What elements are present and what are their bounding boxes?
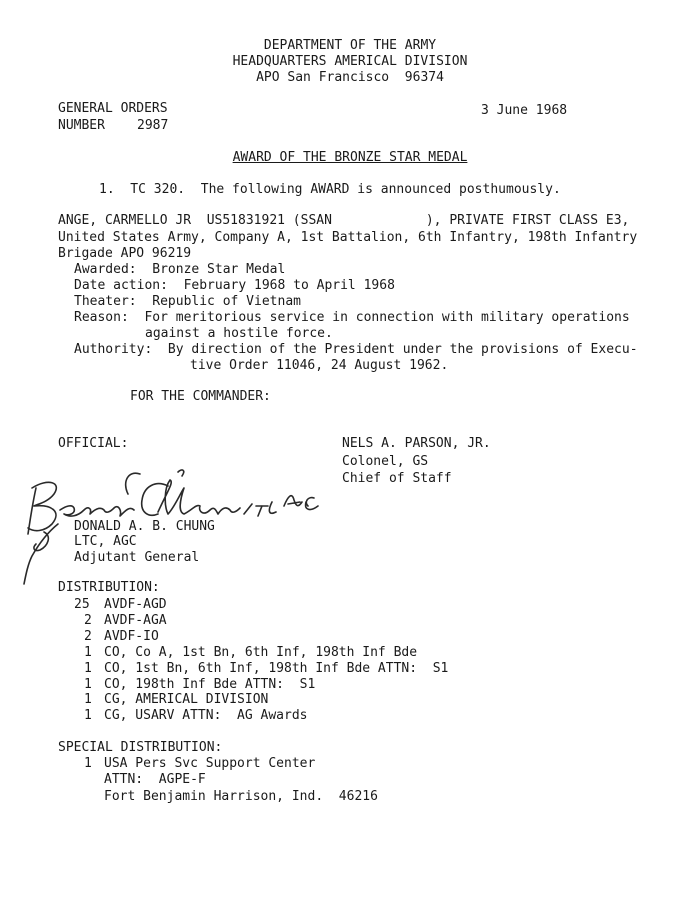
- distribution-item: CG, USARV ATTN: AG Awards: [104, 708, 308, 723]
- distribution-count: 1: [84, 708, 92, 723]
- header-department: DEPARTMENT OF THE ARMY: [263, 38, 437, 53]
- official-label: OFFICIAL:: [58, 436, 129, 451]
- distribution-item: AVDF-AGA: [104, 613, 167, 628]
- distribution-item: CO, Co A, 1st Bn, 6th Inf, 198th Inf Bde: [104, 645, 418, 660]
- signer-rank: Colonel, GS: [342, 454, 429, 469]
- document-title: AWARD OF THE BRONZE STAR MEDAL: [232, 150, 468, 165]
- header-apo: APO San Francisco 96374: [256, 70, 444, 85]
- theater-line: Theater: Republic of Vietnam: [74, 294, 301, 309]
- distribution-count: 2: [84, 613, 92, 628]
- distribution-label: DISTRIBUTION:: [58, 580, 160, 595]
- header-headquarters: HEADQUARTERS AMERICAL DIVISION: [232, 54, 468, 69]
- authority-line-1: Authority: By direction of the President under the provisions of Execu-: [74, 342, 638, 357]
- reason-line-1: Reason: For meritorious service in connection with military operations: [74, 310, 630, 325]
- authority-line-2: tive Order 11046, 24 August 1962.: [190, 358, 449, 373]
- recipient-line-2: United States Army, Company A, 1st Battalion, 6th Infantry, 198th Infantry: [58, 230, 638, 245]
- number-label: NUMBER: [58, 118, 105, 133]
- distribution-item: AVDF-IO: [104, 629, 159, 644]
- distribution-count: 1: [84, 661, 92, 676]
- distribution-item: CO, 198th Inf Bde ATTN: S1: [104, 677, 316, 692]
- distribution-item: AVDF-AGD: [104, 597, 167, 612]
- distribution-count: 1: [84, 677, 92, 692]
- order-number: 2987: [137, 118, 169, 133]
- distribution-count: 1: [84, 692, 92, 707]
- distribution-count: 1: [84, 645, 92, 660]
- signer-name: NELS A. PARSON, JR.: [342, 436, 491, 451]
- recipient-line-3: Brigade APO 96219: [58, 246, 192, 261]
- special-distribution-count: 1: [84, 756, 92, 771]
- special-distribution-line-3: Fort Benjamin Harrison, Ind. 46216: [104, 789, 378, 804]
- distribution-count: 25: [74, 597, 90, 612]
- awarded-line: Awarded: Bronze Star Medal: [74, 262, 286, 277]
- for-the-commander: FOR THE COMMANDER:: [130, 389, 271, 404]
- general-orders-label: GENERAL ORDERS: [58, 101, 168, 116]
- special-distribution-label: SPECIAL DISTRIBUTION:: [58, 740, 223, 755]
- date-action-line: Date action: February 1968 to April 1968: [74, 278, 395, 293]
- official-signer-title: Adjutant General: [74, 550, 200, 565]
- paragraph-1: 1. TC 320. The following AWARD is announced posthumously.: [99, 182, 561, 197]
- recipient-line-1: ANGE, CARMELLO JR US51831921 (SSAN ), PRIVATE FIRST CLASS E3,: [58, 213, 630, 228]
- reason-line-2: against a hostile force.: [145, 326, 333, 341]
- distribution-item: CO, 1st Bn, 6th Inf, 198th Inf Bde ATTN: S1: [104, 661, 449, 676]
- special-distribution-line-1: USA Pers Svc Support Center: [104, 756, 316, 771]
- order-date: 3 June 1968: [481, 103, 568, 118]
- distribution-count: 2: [84, 629, 92, 644]
- official-signer-name: DONALD A. B. CHUNG: [74, 519, 215, 534]
- special-distribution-line-2: ATTN: AGPE-F: [104, 772, 206, 787]
- signer-title: Chief of Staff: [342, 471, 452, 486]
- distribution-item: CG, AMERICAL DIVISION: [104, 692, 269, 707]
- official-signer-rank: LTC, AGC: [74, 534, 137, 549]
